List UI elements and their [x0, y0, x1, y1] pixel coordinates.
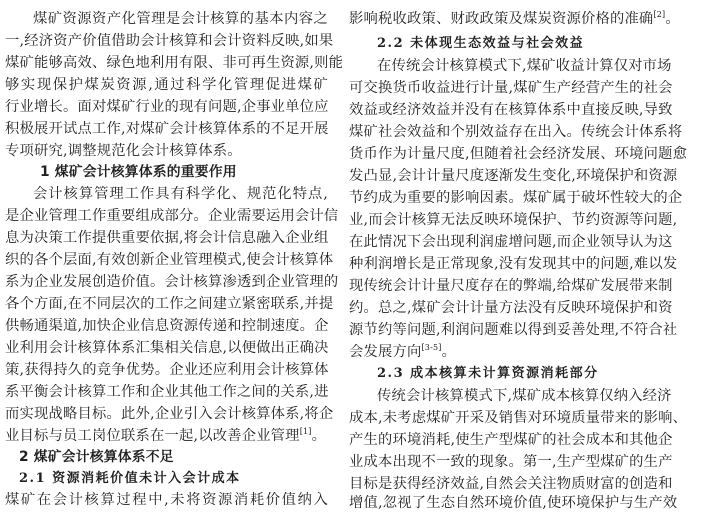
paragraph-line: 货币作为计量尺度,但随着社会经济发展、环境问题愈	[349, 146, 688, 162]
paragraph-text: 。	[665, 11, 680, 27]
paragraph-line: 效益或经济效益并没有在核算体系中直接反映,导致	[349, 102, 673, 118]
paragraph-line: 可交换货币收益进行计量,煤矿生产经营产生的社会	[349, 80, 673, 96]
paragraph-line: 种利润增长是正常现象,没有发现其中的问题,难以发	[349, 256, 678, 272]
paragraph-line: 一,经济资产价值借助会计核算和会计资料反映,如果	[5, 33, 334, 49]
paragraph-line: 供畅通渠道,加快企业信息资源传递和控制速度。企	[5, 318, 329, 334]
paragraph-line: 煤矿能够高效、绿色地利用有限、非可再生资源,则能	[5, 55, 344, 71]
paragraph-text: 影响税收政策、财政政策及煤炭资源价格的准确	[349, 11, 654, 27]
paragraph-line: 产生的环境消耗,使生产型煤矿的社会成本和其他企	[349, 432, 673, 448]
paragraph-line: 会计核算管理工作具有科学化、规范化特点,	[33, 186, 328, 202]
paragraph-line: 节约成为重要的影响因素。煤矿属于破坏性较大的企	[349, 190, 683, 206]
paragraph-line: 业,而会计核算无法反映环境保护、节约资源等问题,	[349, 212, 678, 228]
subsection-heading-2-2: 2.2 未体现生态效益与社会效益	[377, 36, 585, 51]
paragraph-line: 煤矿社会效益和个别效益存在出入。传统会计体系将	[349, 124, 683, 140]
paragraph-line: 各个方面,在不同层次的工作之间建立紧密联系,并提	[5, 296, 334, 312]
paragraph-line: 传统会计核算模式下,煤矿成本核算仅纳入经济	[377, 388, 672, 404]
paragraph-line: 而实现战略目标。此外,企业引入会计核算体系,将企	[5, 406, 334, 422]
citation: [2]	[653, 10, 666, 19]
citation: [3-5]	[421, 343, 442, 352]
subsection-heading-2-1: 2.1 资源消耗价值未计入会计成本	[19, 471, 241, 486]
paragraph-line: 是企业管理工作重要组成部分。企业需要运用会计信	[5, 208, 339, 224]
paragraph-line	[349, 341, 661, 363]
paragraph-line: 行业增长。面对煤矿行业的现有问题,企事业单位应	[5, 99, 329, 115]
paragraph-line: 系平衡会计核算工作和企业其他工作之间的关系,进	[5, 384, 329, 400]
paragraph-line: 目标是获得经济效益,自然会关注物质财富的创造和	[349, 476, 673, 492]
paragraph-line: 积极展开试点工作,对煤矿会计核算体系的不足开展	[5, 121, 329, 137]
paragraph-line	[349, 8, 680, 30]
paragraph-text: 。	[441, 344, 457, 360]
paragraph-line: 够实现保护煤炭资源,通过科学化管理促进煤矿	[5, 77, 328, 93]
paragraph-line: 现传统会计计量尺度存在的弊端,给煤矿发展带来制	[349, 278, 673, 294]
paragraph-line: 煤矿资源资产化管理是会计核算的基本内容之	[33, 11, 328, 27]
paragraph-text: 。	[311, 428, 327, 444]
paragraph-line: 策,获得持久的竞争优势。企业还应利用会计核算体	[5, 362, 329, 378]
paragraph-line: 成本,未考虑煤矿开采及销售对环境质量带来的影响、	[349, 410, 688, 426]
paragraph-line: 在传统会计核算模式下,煤矿收益计算仅对市场	[377, 58, 672, 74]
paragraph-line: 业利用会计核算体系汇集相关信息,以便做出正确决	[5, 340, 329, 356]
paragraph-line: 煤矿在会计核算过程中,未将资源消耗价值纳入	[5, 492, 328, 508]
paragraph-text: 业目标与员工岗位联系在一起,以改善企业管理	[5, 428, 300, 444]
paragraph-line: 发凸显,会计计量尺度逐渐发生变化,环境保护和资源	[349, 168, 678, 184]
paragraph-line: 专项研究,调整规范化会计核算体系。	[5, 143, 242, 159]
paragraph-line: 业成本出现不一致的现象。第一,生产型煤矿的生产	[349, 454, 673, 470]
subsection-heading-2-3: 2.3 成本核算未计算资源消耗部分	[377, 366, 599, 381]
paragraph-text: 会发展方向	[349, 344, 422, 360]
paragraph-line	[5, 425, 328, 447]
paragraph-line: 息为决策工作提供重要依据,将会计信息融入企业组	[5, 230, 329, 246]
paragraph-line: 系为企业发展创造价值。会计核算渗透到企业管理的	[5, 274, 339, 290]
section-heading-2: 2 煤矿会计核算体系不足	[19, 449, 174, 465]
paragraph-line: 织的各个层面,有效创新企业管理模式,使会计核算体	[5, 252, 334, 268]
paragraph-line: 源节约等问题,利润问题难以得到妥善处理,不符合社	[349, 322, 678, 338]
paragraph-line: 约。总之,煤矿会计计量方法没有反映环境保护和资	[349, 300, 673, 316]
section-heading-1: 1 煤矿会计核算体系的重要作用	[40, 164, 237, 180]
paragraph-line: 增值,忽视了生态自然环境价值,使环境保护与生产效	[349, 495, 678, 511]
citation: [1]	[299, 427, 312, 436]
paragraph-line: 在此情况下会出现利润虚增问题,而企业领导认为这	[349, 234, 673, 250]
